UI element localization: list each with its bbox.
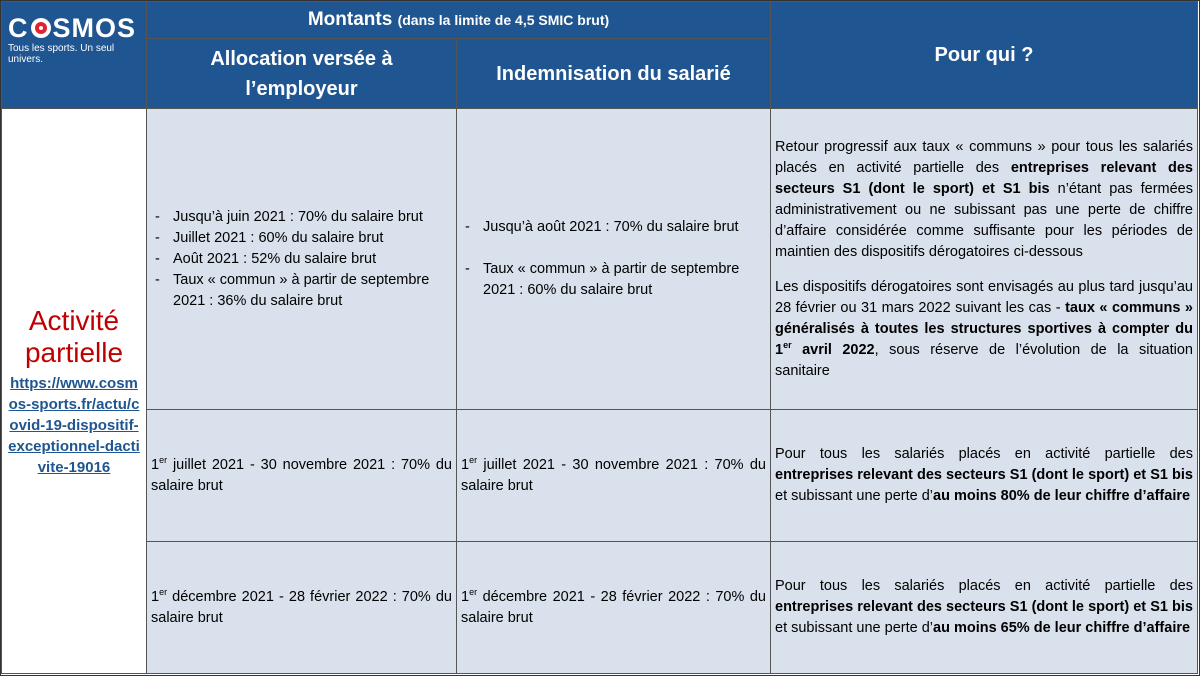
indemnisation-cell-row2 (457, 410, 771, 542)
pour-qui-cell-row3 (771, 542, 1198, 674)
superscript: er (469, 586, 478, 597)
text-run: 1 (461, 456, 470, 473)
list-item: - Taux « commun » à partir de septembre 2021 : 60% du salaire brut (461, 259, 766, 301)
pour-qui-paragraph-2 (775, 277, 1193, 382)
superscript: er (783, 339, 792, 350)
pour-qui-cell-row2 (771, 410, 1198, 542)
text-run: décembre 2021 - 28 février 2022 : 70% du salaire brut (151, 588, 452, 626)
text-run: et subissant une perte d’ (775, 620, 933, 636)
text-run: 1 (151, 588, 160, 605)
text-run-bold: avril 2022 (791, 341, 875, 358)
pour-qui-cell-row1 (771, 109, 1198, 410)
text-run-bold: entreprises relevant des secteurs S1 (dont le sport) et S1 bis (775, 159, 1193, 197)
text-run-bold: au moins 80% de leur chiffre d’affaire (933, 488, 1191, 504)
cosmos-logo (2, 2, 146, 65)
superscript: er (469, 454, 478, 465)
indemnisation-cell-row1 (457, 109, 771, 410)
text-run-bold: entreprises relevant des secteurs S1 (dont le sport) et S1 bis (775, 599, 1193, 615)
text-run: et subissant une perte d’ (775, 488, 933, 504)
text-run-bold: au moins 65% de leur chiffre d’affaire (933, 620, 1191, 636)
allocation-header: Allocation versée à l’employeur (147, 39, 457, 109)
text-run-bold: entreprises relevant des secteurs S1 (dont le sport) et S1 bis (775, 467, 1193, 483)
text-run: 1 (151, 456, 160, 473)
text-run: 1 (461, 588, 470, 605)
list-item: - Août 2021 : 52% du salaire brut (151, 249, 452, 270)
allocation-cell-row3 (147, 542, 457, 674)
allocation-cell-row1 (147, 109, 457, 410)
text-run-bold: taux « communs » généralisés à toutes les structures sportives à compter du 1 (775, 299, 1194, 358)
text-run: Pour tous les salariés placés en activité partielle des (775, 578, 1193, 594)
superscript: er (159, 454, 168, 465)
text-run: décembre 2021 - 28 février 2022 : 70% du salaire brut (461, 588, 766, 626)
text-run: juillet 2021 - 30 novembre 2021 : 70% du salaire brut (461, 456, 766, 494)
logo-tagline: Tous les sports. Un seul univers. (8, 43, 115, 65)
allocation-cell-row2 (147, 410, 457, 542)
text-run: Les dispositifs dérogatoires sont envisagés au plus tard jusqu’au 28 février ou 31 mars 2022 suivant les cas - (775, 278, 1193, 316)
list-item: - Juillet 2021 : 60% du salaire brut (151, 228, 452, 249)
text-run: n’étant pas fermées administrativement ou ne subissant pas une perte de chiffre d’affaire considérée comme suffisante pour les périodes de maintien des dispositifs dérogatoires ci-dessous (775, 180, 1193, 260)
allocation-list-row1 (151, 207, 452, 312)
superscript: er (159, 586, 168, 597)
montants-note: (dans la limite de 4,5 SMIC brut) (397, 12, 610, 28)
text-run: juillet 2021 - 30 novembre 2021 : 70% du salaire brut (151, 456, 452, 494)
logo-ball-icon (31, 18, 51, 38)
indemnisation-list-row1 (461, 217, 766, 301)
list-item: - Jusqu’à juin 2021 : 70% du salaire brut (151, 207, 452, 228)
logo-cell (2, 2, 147, 109)
indemnisation-cell-row3 (457, 542, 771, 674)
list-item: - Taux « commun » à partir de septembre 2021 : 36% du salaire brut (151, 270, 452, 312)
indemnisation-header: Indemnisation du salarié (457, 39, 771, 109)
text-run: Retour progressif aux taux « communs » pour tous les salariés placés en activité partielle des (775, 138, 1193, 176)
montants-label: Montants (307, 9, 393, 30)
pour-qui-header: Pour qui ? (771, 2, 1198, 109)
activite-partielle-title: Activité partielle (24, 304, 124, 368)
text-run: , sous réserve de l’évolution de la situation sanitaire (775, 341, 1193, 379)
logo-word-start: C (8, 13, 29, 43)
activite-partielle-cell (2, 109, 147, 674)
pour-qui-paragraph-1 (775, 137, 1193, 263)
cosmos-article-link[interactable]: https://www.cosmos-sports.fr/actu/covid-19-dispositif-exceptionnel-dactivite-19016 (8, 374, 140, 476)
text-run: Pour tous les salariés placés en activité partielle des (775, 446, 1193, 462)
activite-partielle-table (1, 1, 1198, 674)
logo-word-end: SMOS (52, 13, 137, 43)
montants-header (147, 2, 771, 39)
list-item: - Jusqu’à août 2021 : 70% du salaire brut (461, 217, 766, 238)
